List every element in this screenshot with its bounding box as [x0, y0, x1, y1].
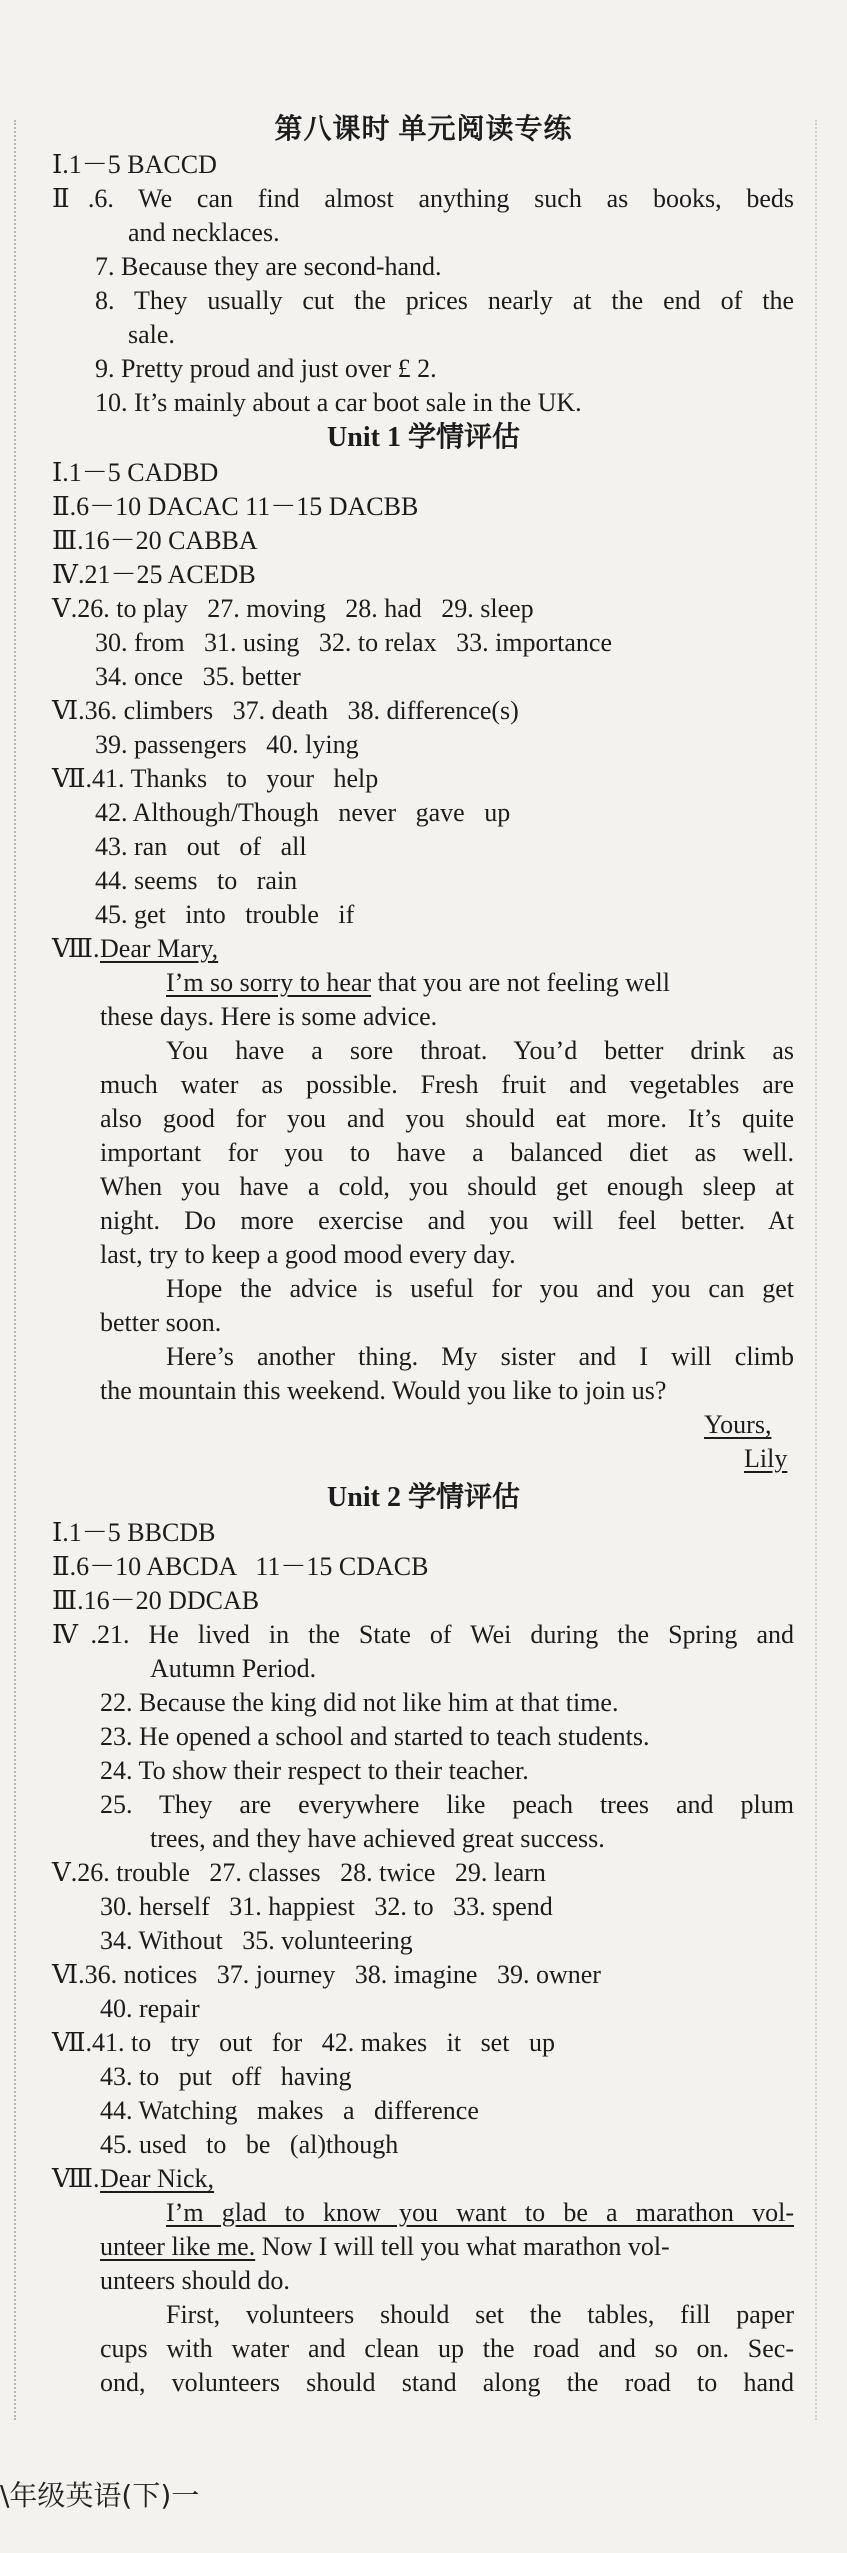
u1-section-i: Ⅰ.1－5 CADBD — [52, 458, 219, 487]
u2-letter-p1c: unteers should do. — [100, 2266, 290, 2295]
u1-letter-p4b: the mountain this weekend. Would you like to join us? — [100, 1376, 667, 1405]
u1-letter-p3a: Hope the advice is useful for you and you can get — [166, 1274, 794, 1303]
u1-section-viii-label: Ⅷ. — [52, 934, 100, 963]
u2-letter-greeting: Dear Nick, — [100, 2164, 215, 2193]
u1-letter-p1-rest: that you are not feeling well — [371, 968, 670, 997]
l8-answer-10: 10. It’s mainly about a car boot sale in the UK. — [95, 388, 582, 417]
u1-letter-p2a: You have a sore throat. You’d better drink as — [166, 1036, 794, 1065]
u1-answer-41: Ⅶ.41. Thanks to your help — [52, 764, 379, 793]
u2-letter-p1-rest: Now I will tell you what marathon vol- — [255, 2232, 670, 2261]
unit2-title: Unit 2 学情评估 — [327, 1482, 520, 1513]
u1-section-iii: Ⅲ.16－20 CABBA — [52, 526, 258, 555]
u2-letter-p2b: cups with water and clean up the road and so on. Sec- — [100, 2334, 794, 2363]
u2-letter-p2a: First, volunteers should set the tables, fill paper — [166, 2300, 794, 2329]
u2-section-iii: Ⅲ.16－20 DDCAB — [52, 1586, 260, 1615]
u2-answer-21b: Autumn Period. — [150, 1654, 317, 1683]
u1-letter-p1b: these days. Here is some advice. — [100, 1002, 438, 1031]
u2-answer-41-42: Ⅶ.41. to try out for 42. makes it set up — [52, 2028, 555, 2057]
u1-section-iv: Ⅳ.21－25 ACEDB — [52, 560, 256, 589]
u2-section-viii-label: Ⅷ. — [52, 2164, 100, 2193]
u2-answer-22: 22. Because the king did not like him at that time. — [100, 1688, 619, 1717]
u1-answer-42: 42. Although/Though never gave up — [95, 798, 511, 827]
u1-letter-underlined-opening: I’m so sorry to hear — [166, 968, 372, 997]
u1-letter-p2d: important for you to have a balanced diet as well. — [100, 1138, 794, 1167]
u2-answer-45: 45. used to be (al)though — [100, 2130, 399, 2159]
u2-letter-p2c: ond, volunteers should stand along the road to hand — [100, 2368, 794, 2397]
u2-section-v-line1: Ⅴ.26. trouble 27. classes 28. twice 29. learn — [52, 1858, 546, 1887]
u2-answer-44: 44. Watching makes a difference — [100, 2096, 479, 2125]
l8-answer-8b: sale. — [128, 320, 175, 349]
u2-letter-underlined-line2: unteer like me. — [100, 2232, 256, 2261]
l8-answer-9: 9. Pretty proud and just over £ 2. — [95, 354, 437, 383]
l8-answer-6a: Ⅱ.6. We can find almost anything such as books, beds — [52, 184, 794, 213]
u2-section-v-line2: 30. herself 31. happiest 32. to 33. spend — [100, 1892, 553, 1921]
u1-letter-greeting: Dear Mary, — [100, 934, 219, 963]
u1-section-vi-line1: Ⅵ.36. climbers 37. death 38. difference(s) — [52, 696, 519, 725]
u1-section-vi-line2: 39. passengers 40. lying — [95, 730, 359, 759]
u2-section-ii: Ⅱ.6－10 ABCDA 11－15 CDACB — [52, 1552, 429, 1581]
u2-section-v-line3: 34. Without 35. volunteering — [100, 1926, 413, 1955]
lesson8-title: 第八课时 单元阅读专练 — [274, 114, 573, 145]
u2-section-vi-line2: 40. repair — [100, 1994, 200, 2023]
u1-letter-p2f: night. Do more exercise and you will feel better. At — [100, 1206, 794, 1235]
u1-answer-44: 44. seems to rain — [95, 866, 298, 895]
u2-answer-23: 23. He opened a school and started to teach students. — [100, 1722, 650, 1751]
u1-answer-45: 45. get into trouble if — [95, 900, 355, 929]
u1-letter-p2b: much water as possible. Fresh fruit and vegetables are — [100, 1070, 794, 1099]
u2-letter-underlined-line1: I’m glad to know you want to be a marathon vol- — [166, 2198, 794, 2227]
l8-answer-7: 7. Because they are second-hand. — [95, 252, 442, 281]
u1-letter-p2c: also good for you and you should eat more. It’s quite — [100, 1104, 794, 1133]
u1-letter-p2g: last, try to keep a good mood every day. — [100, 1240, 516, 1269]
u1-section-v-line1: Ⅴ.26. to play 27. moving 28. had 29. sleep — [52, 594, 534, 623]
u1-letter-p3b: better soon. — [100, 1308, 222, 1337]
u1-section-ii: Ⅱ.6－10 DACAC 11－15 DACBB — [52, 492, 419, 521]
u1-section-v-line3: 34. once 35. better — [95, 662, 301, 691]
u2-answer-25a: 25. They are everywhere like peach trees and plum — [100, 1790, 794, 1819]
u1-letter-p4a: Here’s another thing. My sister and I will climb — [166, 1342, 794, 1371]
u1-letter-p2e: When you have a cold, you should get enough sleep at — [100, 1172, 794, 1201]
u2-answer-24: 24. To show their respect to their teacher. — [100, 1756, 529, 1785]
u1-letter-closing: Yours, — [704, 1410, 772, 1439]
answer-key-content — [0, 112, 847, 2400]
u1-section-v-line2: 30. from 31. using 32. to relax 33. importance — [95, 628, 613, 657]
u2-answer-43: 43. to put off having — [100, 2062, 352, 2091]
l8-answer-8a: 8. They usually cut the prices nearly at the end of the — [95, 286, 794, 315]
page-footer: \年级英语(下)一 — [0, 2479, 200, 2512]
l8-section-i: Ⅰ.1－5 BACCD — [52, 150, 217, 179]
u1-letter-signature: Lily — [744, 1444, 788, 1473]
u2-section-i: Ⅰ.1－5 BBCDB — [52, 1518, 216, 1547]
u1-answer-43: 43. ran out of all — [95, 832, 307, 861]
u2-answer-25b: trees, and they have achieved great success. — [150, 1824, 605, 1853]
u2-answer-21a: Ⅳ.21. He lived in the State of Wei during the Spring and — [52, 1620, 794, 1649]
unit1-title: Unit 1 学情评估 — [327, 422, 520, 453]
u2-section-vi-line1: Ⅵ.36. notices 37. journey 38. imagine 39. owner — [52, 1960, 601, 1989]
l8-answer-6b: and necklaces. — [128, 218, 280, 247]
